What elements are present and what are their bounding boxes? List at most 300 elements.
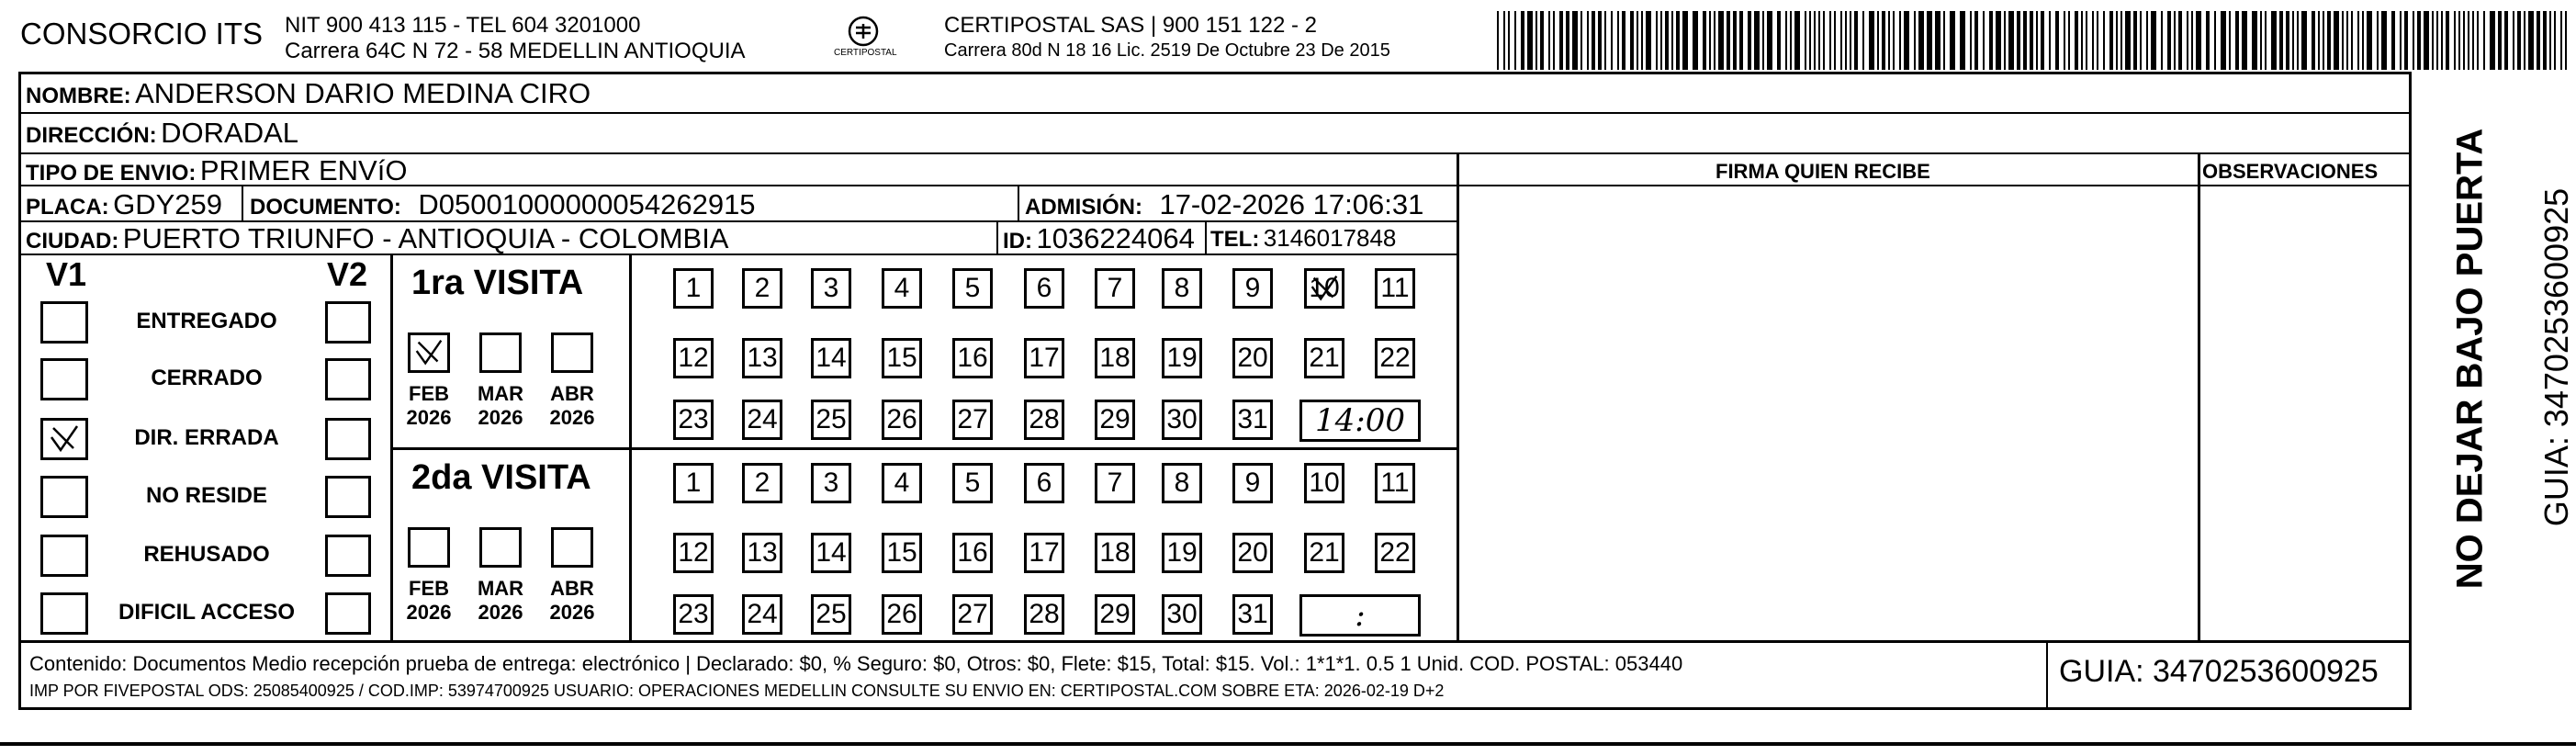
barcode-bar (2081, 11, 2083, 70)
barcode-bar (2454, 11, 2456, 70)
day-box[interactable] (673, 400, 714, 440)
barcode-bar (1834, 11, 1836, 70)
barcode-bar (2133, 11, 2137, 70)
v2-checkbox[interactable] (325, 535, 371, 577)
barcode-bar (2524, 11, 2525, 70)
day-box[interactable] (1095, 463, 1135, 503)
nombre-label: NOMBRE: (26, 84, 131, 108)
direccion-value: DORADAL (161, 117, 298, 149)
day-box[interactable] (1162, 400, 1202, 440)
barcode-bar (1637, 11, 1638, 70)
barcode-bar (2055, 11, 2059, 70)
barcode-bar (2023, 11, 2027, 70)
day-box[interactable] (1375, 463, 1415, 503)
day-number: 17 (1029, 537, 1060, 568)
barcode-bar (2292, 11, 2294, 70)
day-box[interactable] (882, 594, 922, 635)
barcode-bar (2068, 11, 2070, 70)
day-number: 26 (886, 599, 917, 629)
day-box[interactable] (1375, 533, 1415, 573)
day-number: 31 (1237, 404, 1268, 434)
tel-label: TEL: (1210, 227, 1260, 252)
day-number: 25 (816, 404, 847, 434)
barcode-bar (2560, 11, 2562, 70)
day-box[interactable] (1024, 594, 1064, 635)
day-box[interactable] (952, 338, 993, 378)
barcode-bar (2297, 11, 2299, 70)
barcode-bar (1943, 11, 1945, 70)
barcode-bar (1676, 11, 1680, 70)
barcode-bar (2146, 11, 2148, 70)
day-box[interactable] (1024, 533, 1064, 573)
company-name: CONSORCIO ITS (20, 17, 264, 51)
day-box[interactable] (1162, 463, 1202, 503)
day-box[interactable] (1162, 268, 1202, 309)
barcode-bar (2125, 11, 2131, 70)
day-box[interactable] (1232, 463, 1273, 503)
status-label: DIR. ERRADA (134, 425, 279, 450)
barcode-bar (1989, 11, 1993, 70)
status-label: REHUSADO (143, 542, 270, 567)
status-label: CERRADO (151, 366, 263, 390)
day-number: 9 (1244, 273, 1261, 303)
v2-checkbox[interactable] (325, 301, 371, 344)
month-label: MAR (477, 382, 524, 405)
day-box[interactable] (882, 463, 922, 503)
barcode-bar (1714, 11, 1715, 70)
barcode-bar (1845, 11, 1847, 70)
barcode-bar (2543, 11, 2547, 70)
day-box[interactable] (952, 533, 993, 573)
day-box[interactable] (1375, 338, 1415, 378)
day-box[interactable] (742, 594, 782, 635)
day-number: 14 (816, 343, 847, 373)
barcode-bar (2103, 11, 2105, 70)
barcode-bar (2017, 11, 2020, 70)
status-label: ENTREGADO (136, 309, 277, 333)
barcode-bar (1617, 11, 1619, 70)
month-checkbox[interactable] (479, 527, 522, 568)
barcode-bar (2323, 11, 2324, 70)
v1-checkbox[interactable] (40, 358, 88, 400)
barcode-bar (2140, 11, 2142, 70)
admision-field (1025, 188, 1423, 221)
barcode-bar (1709, 11, 1711, 70)
day-box[interactable] (1232, 400, 1273, 440)
barcode-bar (2161, 11, 2163, 70)
barcode-bar (1587, 11, 1589, 70)
day-box[interactable] (1024, 338, 1064, 378)
day-number: 26 (886, 404, 917, 434)
barcode-bar (1535, 11, 1537, 70)
barcode-bar (1818, 11, 1820, 70)
direccion-label: DIRECCIÓN: (26, 123, 157, 148)
day-box[interactable] (811, 268, 851, 309)
barcode-bar (2504, 11, 2508, 70)
barcode-bar (1703, 11, 1706, 70)
barcode-bar (2498, 11, 2502, 70)
barcode-bar (2391, 11, 2395, 70)
barcode-bar (1611, 11, 1613, 70)
day-box[interactable] (1162, 338, 1202, 378)
day-number: 3 (823, 273, 839, 303)
day-number: 13 (747, 537, 778, 568)
tipo-envio-row (26, 154, 407, 187)
year-label: 2026 (478, 406, 523, 429)
day-box[interactable] (1304, 463, 1344, 503)
barcode-bar (2116, 11, 2118, 70)
barcode-bar (2075, 11, 2078, 70)
barcode-bar (1693, 11, 1698, 70)
barcode-bar (2260, 11, 2262, 70)
barcode-bar (2346, 11, 2348, 70)
ciudad-value: PUERTO TRIUNFO - ANTIOQUIA - COLOMBIA (122, 222, 729, 254)
barcode-bar (2167, 11, 2171, 70)
day-box[interactable] (673, 594, 714, 635)
month-label: MAR (477, 577, 524, 600)
barcode-bar (2424, 11, 2429, 70)
barcode-bar (1718, 11, 1724, 70)
barcode-bar (1656, 11, 1658, 70)
month-label: FEB (409, 382, 449, 405)
year-label: 2026 (478, 601, 523, 624)
day-box[interactable] (1232, 533, 1273, 573)
day-box[interactable] (1095, 400, 1135, 440)
barcode-bar (1508, 11, 1510, 70)
day-box[interactable] (1095, 594, 1135, 635)
day-box[interactable] (882, 533, 922, 573)
barcode-bar (1592, 11, 1595, 70)
day-number: 31 (1237, 599, 1268, 629)
barcode-bar (2554, 11, 2556, 70)
day-number: 25 (816, 599, 847, 629)
barcode-bar (2463, 11, 2465, 70)
ciudad-field (26, 222, 729, 255)
day-box[interactable] (1304, 338, 1344, 378)
barcode-bar (1767, 11, 1772, 70)
day-box[interactable] (1024, 268, 1064, 309)
v2-label: V2 (327, 255, 368, 293)
firma-label: FIRMA QUIEN RECIBE (1715, 160, 1930, 183)
barcode-bar (2221, 11, 2226, 70)
observaciones-label: OBSERVACIONES (2202, 160, 2379, 183)
v2-checkbox[interactable] (325, 476, 371, 518)
day-box[interactable] (673, 338, 714, 378)
barcode-bar (2286, 11, 2289, 70)
day-number: 4 (894, 273, 910, 303)
barcode-bar (1970, 11, 1972, 70)
barcode-bar (2490, 11, 2495, 70)
handwritten-check-icon (1307, 271, 1342, 306)
barcode-bar (1974, 11, 1978, 70)
side-guia: GUIA: 3470253600925 (2537, 187, 2575, 527)
barcode-bar (1996, 11, 2001, 70)
day-number: 11 (1380, 273, 1410, 303)
day-number: 24 (747, 404, 778, 434)
day-number: 9 (1244, 468, 1261, 498)
barcode-bar (1521, 11, 1524, 70)
day-number: 28 (1029, 599, 1060, 629)
barcode-bar (2342, 11, 2344, 70)
barcode-bar (2513, 11, 2514, 70)
v1-checkbox[interactable] (40, 592, 88, 635)
day-box[interactable] (1232, 268, 1273, 309)
footer-guia: GUIA: 3470253600925 (2059, 654, 2379, 689)
day-number: 16 (957, 343, 988, 373)
day-number: 1 (685, 468, 702, 498)
day-box[interactable] (742, 400, 782, 440)
time-box[interactable] (1299, 400, 1421, 442)
day-box[interactable] (673, 268, 714, 309)
day-box[interactable] (1232, 338, 1273, 378)
barcode-bar (1904, 11, 1909, 70)
visit-time: 14:00 (1315, 402, 1405, 439)
barcode-bar (2086, 11, 2087, 70)
barcode (1495, 11, 2575, 70)
day-number: 13 (747, 343, 778, 373)
day-box[interactable] (673, 533, 714, 573)
direccion-row (26, 117, 298, 150)
day-number: 15 (886, 343, 917, 373)
day-box[interactable] (1304, 533, 1344, 573)
day-box[interactable] (882, 400, 922, 440)
day-number: 30 (1166, 599, 1198, 629)
barcode-bar (1604, 11, 1606, 70)
day-number: 21 (1309, 343, 1340, 373)
v1-checkbox[interactable] (40, 418, 88, 460)
barcode-bar (2191, 11, 2193, 70)
barcode-bar (1641, 11, 1643, 70)
visit-time: : (1355, 597, 1366, 634)
barcode-bar (1960, 11, 1965, 70)
day-box[interactable] (952, 400, 993, 440)
handwritten-check-icon (411, 335, 447, 370)
day-number: 6 (1036, 468, 1052, 498)
barcode-bar (1580, 11, 1582, 70)
placa-value: GDY259 (113, 188, 223, 220)
day-number: 12 (678, 537, 709, 568)
day-number: 11 (1380, 468, 1410, 498)
day-number: 27 (957, 404, 988, 434)
barcode-bar (1739, 11, 1743, 70)
day-box[interactable] (952, 594, 993, 635)
day-box[interactable] (742, 268, 782, 309)
month-checkbox[interactable] (408, 527, 450, 568)
barcode-bar (1877, 11, 1879, 70)
day-number: 8 (1174, 273, 1190, 303)
day-box[interactable] (1095, 533, 1135, 573)
day-box[interactable] (742, 338, 782, 378)
day-number: 30 (1166, 404, 1198, 434)
barcode-bar (2271, 11, 2277, 70)
day-box[interactable] (882, 268, 922, 309)
day-box[interactable] (1095, 268, 1135, 309)
month-checkbox[interactable] (479, 332, 522, 373)
barcode-bar (1540, 11, 1544, 70)
barcode-bar (1790, 11, 1792, 70)
day-box[interactable] (811, 533, 851, 573)
day-number: 10 (1309, 273, 1340, 303)
barcode-bar (2483, 11, 2485, 70)
day-number: 15 (886, 537, 917, 568)
nombre-row (26, 77, 591, 110)
barcode-bar (2036, 11, 2038, 70)
day-number: 1 (685, 273, 702, 303)
day-box[interactable] (1304, 268, 1344, 309)
id-label: ID: (1003, 229, 1032, 254)
carrier-name: CERTIPOSTAL SAS | 900 151 122 - 2 (944, 13, 1317, 38)
v1-checkbox[interactable] (40, 476, 88, 518)
day-box[interactable] (811, 400, 851, 440)
day-number: 4 (894, 468, 910, 498)
documento-label: DOCUMENTO: (250, 195, 401, 220)
footer-imp: IMP POR FIVEPOSTAL ODS: 25085400925 / COD.IMP: 53974700925 USUARIO: OPERACIONES MEDELLIN CONSULTE SU ENVIO EN: CERTIPOSTAL.COM SOBRE ETA: 2026-02-19 D+2 (29, 682, 1445, 700)
barcode-bar (2214, 11, 2216, 70)
barcode-bar (2468, 11, 2469, 70)
day-box[interactable] (882, 338, 922, 378)
day-box[interactable] (811, 338, 851, 378)
day-number: 23 (678, 404, 709, 434)
barcode-bar (2174, 11, 2176, 70)
barcode-bar (2334, 11, 2339, 70)
barcode-bar (2477, 11, 2479, 70)
carrier-address: Carrera 80d N 18 16 Lic. 2519 De Octubre 23 De 2015 (944, 40, 1390, 61)
barcode-bar (1888, 11, 1890, 70)
logo-text: CERTIPOSTAL (834, 48, 897, 58)
barcode-bar (1553, 11, 1555, 70)
year-label: 2026 (549, 601, 595, 624)
barcode-bar (1572, 11, 1578, 70)
barcode-bar (1503, 11, 1505, 70)
tel-field (1210, 224, 1396, 253)
barcode-bar (1559, 11, 1563, 70)
month-label: ABR (550, 577, 594, 600)
barcode-bar (1682, 11, 1688, 70)
barcode-bar (2318, 11, 2320, 70)
barcode-bar (2049, 11, 2051, 70)
day-box[interactable] (1162, 533, 1202, 573)
day-number: 29 (1099, 404, 1131, 434)
barcode-bar (1850, 11, 1851, 70)
tel-value: 3146017848 (1263, 224, 1397, 252)
day-box[interactable] (673, 463, 714, 503)
month-label: ABR (550, 382, 594, 405)
barcode-bar (1514, 11, 1516, 70)
barcode-bar (1733, 11, 1737, 70)
year-label: 2026 (406, 601, 452, 624)
day-number: 6 (1036, 273, 1052, 303)
day-number: 7 (1107, 468, 1123, 498)
v1-checkbox[interactable] (40, 535, 88, 577)
day-box[interactable] (1024, 463, 1064, 503)
barcode-bar (1869, 11, 1874, 70)
barcode-bar (2312, 11, 2315, 70)
day-number: 29 (1099, 599, 1131, 629)
footer-contenido: Contenido: Documentos Medio recepción prueba de entrega: electrónico | Declarado: $0, % Seguro: $0, Otros: $0, Flete: $15, Total: $15. Vol.: 1*1*1. 0.5 1 Unid. COD. POSTAL: 053440 (29, 652, 1683, 675)
placa-field (26, 188, 222, 221)
barcode-bar (1983, 11, 1985, 70)
v2-checkbox[interactable] (325, 592, 371, 635)
month-checkbox[interactable] (551, 527, 593, 568)
barcode-bar (2458, 11, 2460, 70)
day-number: 10 (1309, 468, 1340, 498)
placa-label: PLACA: (26, 195, 109, 220)
id-field (1003, 222, 1195, 255)
side-warning: NO DEJAR BAJO PUERTA (2449, 128, 2491, 590)
barcode-bar (1918, 11, 1924, 70)
day-number: 27 (957, 599, 988, 629)
month-checkbox[interactable] (551, 332, 593, 373)
v2-checkbox[interactable] (325, 358, 371, 400)
day-box[interactable] (811, 463, 851, 503)
barcode-bar (1823, 11, 1825, 70)
day-box[interactable] (1232, 594, 1273, 635)
tipo-envio-label: TIPO DE ENVIO: (26, 161, 197, 186)
barcode-bar (2441, 11, 2443, 70)
barcode-bar (1829, 11, 1831, 70)
day-box[interactable] (952, 463, 993, 503)
day-box[interactable] (742, 533, 782, 573)
ciudad-label: CIUDAD: (26, 229, 119, 254)
day-box[interactable] (742, 463, 782, 503)
v2-checkbox[interactable] (325, 418, 371, 460)
nombre-value: ANDERSON DARIO MEDINA CIRO (135, 77, 591, 109)
day-number: 5 (964, 468, 981, 498)
barcode-bar (2064, 11, 2065, 70)
barcode-bar (2235, 11, 2239, 70)
documento-value: D05001000000054262915 (418, 188, 756, 220)
day-box[interactable] (1095, 338, 1135, 378)
month-checkbox[interactable] (408, 332, 450, 373)
day-number: 20 (1237, 343, 1268, 373)
barcode-bar (1950, 11, 1955, 70)
v1-label: V1 (46, 255, 87, 293)
barcode-bar (1665, 11, 1669, 70)
time-box[interactable] (1299, 594, 1421, 637)
v1-checkbox[interactable] (40, 301, 88, 344)
certipostal-logo (825, 15, 902, 66)
id-value: 1036224064 (1036, 222, 1195, 254)
day-number: 12 (678, 343, 709, 373)
company-address: Carrera 64C N 72 - 58 MEDELLIN ANTIOQUIA (285, 39, 746, 63)
barcode-bar (2446, 11, 2449, 70)
barcode-bar (1814, 11, 1816, 70)
barcode-bar (2517, 11, 2521, 70)
day-number: 22 (1379, 343, 1411, 373)
barcode-bar (1646, 11, 1651, 70)
day-number: 19 (1166, 537, 1198, 568)
barcode-bar (1527, 11, 1533, 70)
day-box[interactable] (952, 268, 993, 309)
barcode-bar (2041, 11, 2044, 70)
day-box[interactable] (811, 594, 851, 635)
day-box[interactable] (1375, 268, 1415, 309)
barcode-bar (2004, 11, 2006, 70)
day-box[interactable] (1024, 400, 1064, 440)
barcode-bar (1727, 11, 1730, 70)
side-text (2415, 92, 2575, 625)
day-box[interactable] (1162, 594, 1202, 635)
barcode-bar (2549, 11, 2551, 70)
barcode-bar (2357, 11, 2359, 70)
day-number: 24 (747, 599, 778, 629)
barcode-bar (1630, 11, 1634, 70)
barcode-bar (1854, 11, 1858, 70)
barcode-bar (2432, 11, 2434, 70)
barcode-bar (2196, 11, 2201, 70)
handwritten-check-icon (43, 421, 85, 457)
barcode-bar (2242, 11, 2247, 70)
